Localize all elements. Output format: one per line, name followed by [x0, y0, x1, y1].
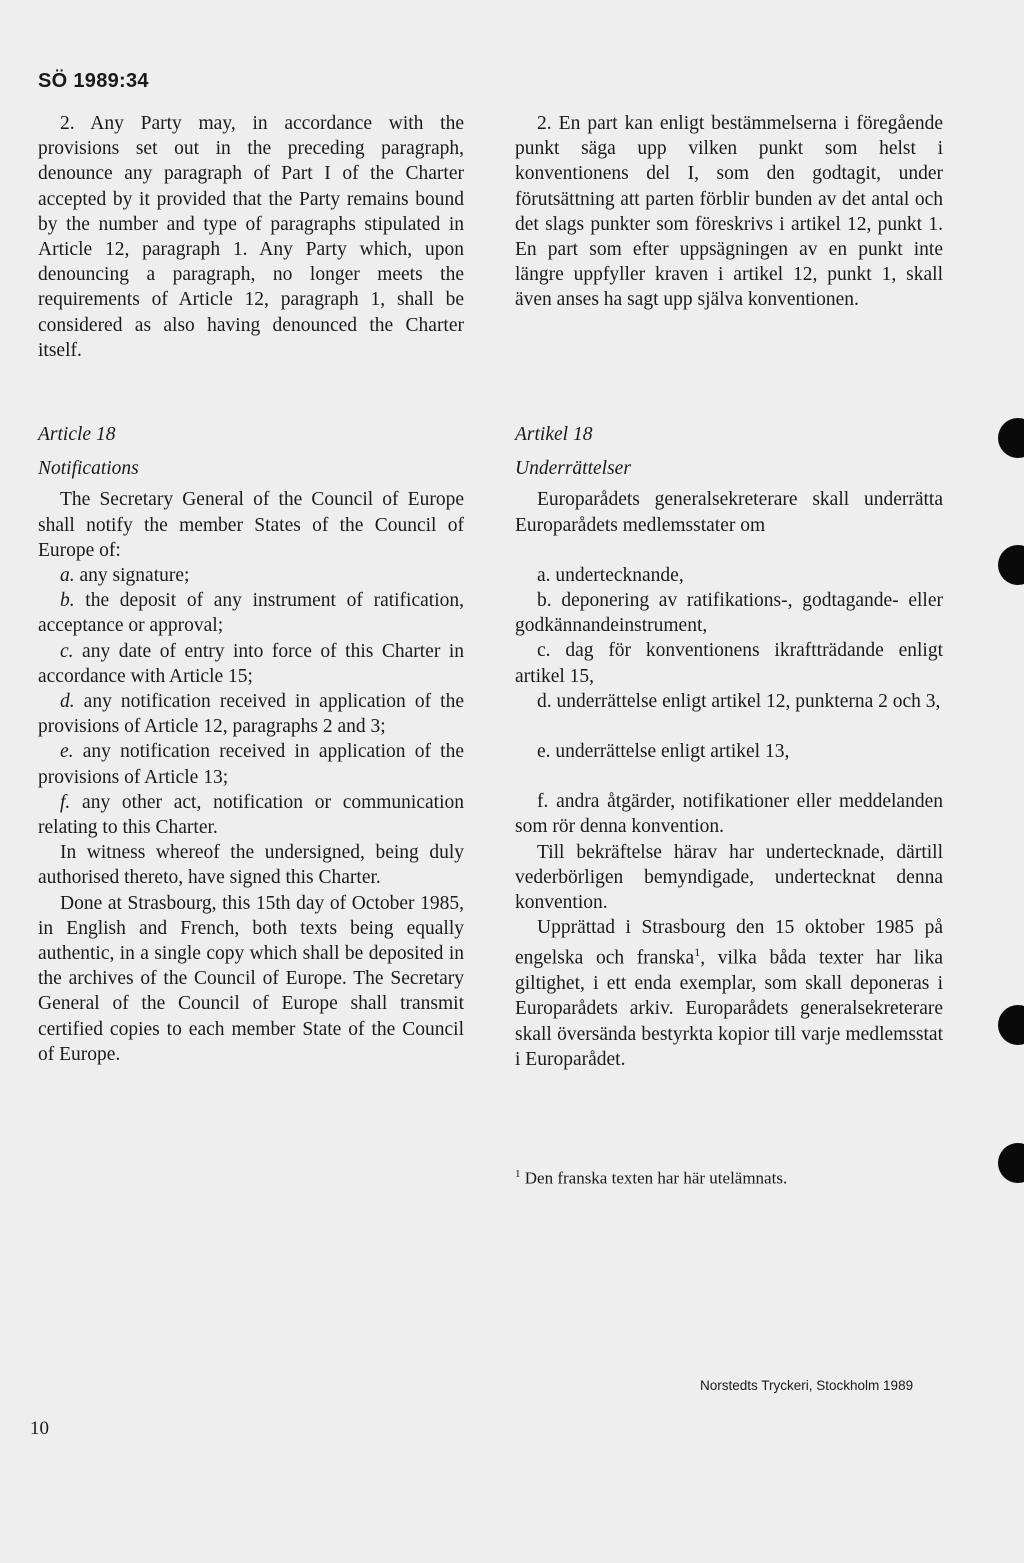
punch-hole-4	[998, 1143, 1024, 1183]
list-item: a. any signature;	[60, 565, 190, 587]
printer-imprint: Norstedts Tryckeri, Stockholm 1989	[700, 1378, 914, 1393]
punch-hole-1	[998, 418, 1024, 458]
list-item: c. dag för konventionens ikraftträdande enligt artikel 15,	[515, 640, 943, 687]
list-item: c. any date of entry into force of this Charter in accordance with Article 15;	[38, 640, 464, 687]
article-title-en: Notifications	[38, 458, 139, 480]
list-item: f. any other act, notification or communication relating to this Charter.	[38, 791, 464, 839]
notify-intro-en: The Secretary General of the Council of Europe shall notify the member States of the Council of Europe of:	[38, 489, 464, 561]
english-column	[38, 111, 464, 363]
punch-hole-3	[998, 1005, 1024, 1045]
paragraph-2-sv: 2. En part kan enligt bestämmelserna i föregående punkt säga upp vilken punkt som helst i konventionens del I, som den godtagit, under förutsättning att parten förblir bunden av det antal och det slags punkter som föreskrivs i artikel 12, punkt 1. En part som efter uppsägningen av en punkt inte längre uppfyller kraven i artikel 12, punkt 1, skall även anses ha sagt upp själva konventionen.	[515, 113, 943, 311]
notify-intro-sv: Europarådets generalsekreterare skall underrätta Europarådets medlemsstater om	[515, 489, 943, 536]
page-number: 10	[30, 1418, 49, 1439]
list-item: d. any notification received in application of the provisions of Article 12, paragraphs 2 and 3;	[38, 691, 464, 738]
witness-sv: Till bekräftelse härav har undertecknade, därtill vederbörligen bemyndigade, undertecknat denna konvention.	[515, 841, 943, 914]
article-18-sv	[515, 422, 943, 1072]
article-heading-sv: Artikel 18	[515, 424, 593, 445]
article-heading-en: Article 18	[38, 424, 116, 445]
list-item: b. the deposit of any instrument of ratification, acceptance or approval;	[38, 590, 464, 637]
list-item: b. deponering av ratifikations-, godtagande- eller godkännandeinstrument,	[515, 590, 943, 637]
done-at-sv: Upprättad i Strasbourg den 15 oktober 1985 på engelska och franska$^1$, vilka båda texter har lika giltighet, i ett enda exemplar, som skall deponeras i Europarådets arkiv. Europarådets generalsekreterare skall översända bestyrkta kopior till varje medlemsstat i Europarådet.	[515, 917, 943, 1070]
article-18-en	[38, 422, 464, 1067]
punch-hole-2	[998, 545, 1024, 585]
footnote: $^1$ Den franska texten har här utelämnats.	[515, 1168, 788, 1188]
document-id: SÖ 1989:34	[38, 70, 149, 92]
list-item: d. underrättelse enligt artikel 12, punkterna 2 och 3,	[537, 690, 941, 712]
article-title-sv: Underrättelser	[515, 458, 631, 480]
paragraph-2-en: 2. Any Party may, in accordance with the provisions set out in the preceding paragraph, denounce any paragraph of Part I of the Charter accepted by it provided that the Party remains bound by the number and type of paragraphs stipulated in Article 12, paragraph 1. Any Party which, upon denouncing a paragraph, no longer meets the requirements of Article 12, paragraph 1, shall be considered as also having denounced the Charter itself.	[38, 113, 464, 361]
list-item: e. any notification received in application of the provisions of Article 13;	[38, 741, 464, 788]
list-item: e. underrättelse enligt artikel 13,	[537, 741, 790, 763]
footnote-ref: 1	[694, 945, 701, 960]
notify-list-en	[38, 563, 464, 840]
list-item: f. andra åtgärder, notifikationer eller meddelanden som rör denna konvention.	[515, 791, 943, 838]
notify-list-sv	[515, 563, 943, 840]
witness-en: In witness whereof the undersigned, being duly authorised thereto, have signed this Charter.	[38, 842, 464, 889]
swedish-column	[515, 111, 943, 313]
list-item: a. undertecknande,	[537, 564, 684, 586]
done-at-en: Done at Strasbourg, this 15th day of October 1985, in English and French, both texts being equally authentic, in a single copy which shall be deposited in the archives of the Council of Europe. The Secretary General of the Council of Europe shall transmit certified copies to each member State of the Council of Europe.	[38, 892, 464, 1065]
